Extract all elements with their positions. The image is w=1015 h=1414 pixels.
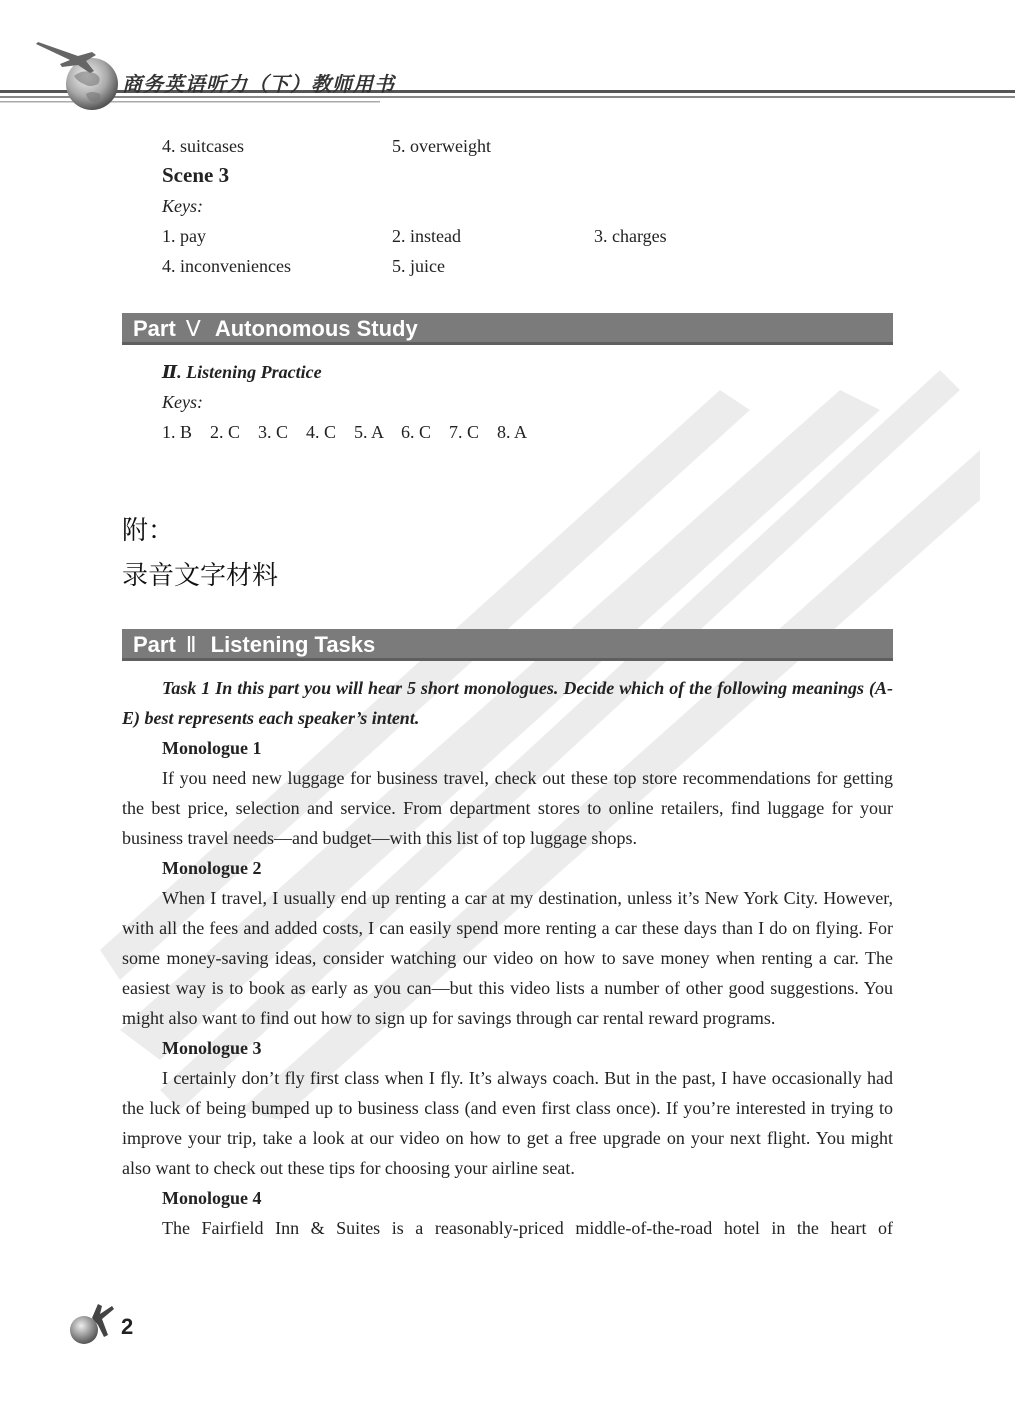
part-ii-heading-bar [122,629,893,661]
part-title: Autonomous Study [214,316,418,341]
keys-label: Keys: [162,196,203,216]
part-word: Part [133,632,176,657]
part-heading [133,629,375,661]
listening-tasks-body [122,673,893,1243]
globe-airplane-logo [30,34,130,114]
monologue-heading: Monologue 1 [162,738,262,758]
part-word: Part [133,316,176,341]
key-item: 4. inconveniences [162,256,291,276]
monologue-text: I certainly don’t fly first class when I fly. It’s always coach. But in the past, I have occasionally had the luck of being bumped up to business class (and even first class once). If you’re interested in trying to improve your trip, take a look at our video on how to get a free upgrade on your next flight. You might also want to check out these tips for choosing your airline seat. [122,1068,893,1178]
keys-label: Keys: [162,392,203,412]
task-instruction: Task 1 In this part you will hear 5 short monologues. Decide which of the following meanings (A-E) best represents each speaker’s intent. [122,678,893,728]
answer-keys: 1. B 2. C 3. C 4. C 5. A 6. C 7. C 8. A [162,422,528,442]
part-roman-numeral: Ⅴ [185,316,201,341]
page-number: 2 [121,1314,134,1339]
key-item: 4. suitcases [162,136,244,156]
appendix-title: 录音文字材料 [122,561,279,591]
key-item: 5. juice [392,256,445,276]
key-item: 1. pay [162,226,206,246]
part-v-heading-bar [122,313,893,345]
monologue-text: When I travel, I usually end up renting a car at my destination, unless it’s New York City. However, with all the fees and added costs, I can easily spend more renting a car these days than I do on flying. For some money-saving ideas, consider watching our video on how to save money when renting a car. The easiest way is to book as early as you can—but this video lists a number of other good suggestions. You might also want to find out how to sign up for savings through car rental reward programs. [122,888,893,1028]
book-title: 商务英语听力（下）教师用书 [122,74,395,96]
part-roman-numeral: Ⅱ [185,632,197,657]
monologue-heading: Monologue 4 [162,1188,262,1208]
footer-globe-figure-logo [64,1298,124,1348]
key-item: 5. overweight [392,136,491,156]
key-item: 3. charges [594,226,667,246]
part-title: Listening Tasks [210,632,376,657]
monologue-heading: Monologue 2 [162,858,262,878]
monologue-text: If you need new luggage for business travel, check out these top store recommendations for getting the best price, selection and service. From department stores to online retailers, find luggage for your business travel needs—and budget—with this list of top luggage shops. [122,768,893,848]
part-heading [133,313,418,345]
section-subheading: Ⅱ. Listening Practice [162,362,322,382]
monologue-heading: Monologue 3 [162,1038,262,1058]
appendix-label: 附： [122,516,175,546]
monologue-text: The Fairfield Inn & Suites is a reasonably-priced middle-of-the-road hotel in the heart of [162,1218,893,1238]
key-item: 2. instead [392,226,461,246]
scene-heading: Scene 3 [162,163,230,187]
